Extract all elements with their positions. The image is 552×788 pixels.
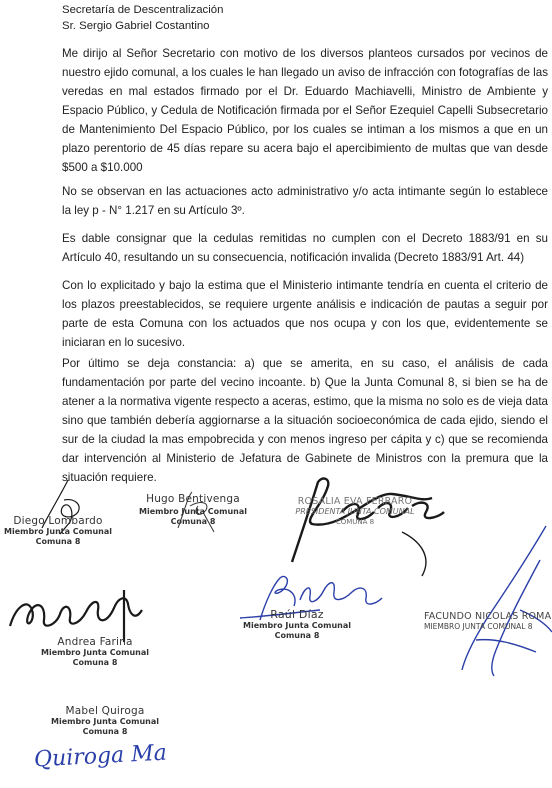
signer-role: Miembro Junta Comunal: [242, 621, 352, 630]
signer-name: Andrea Farina: [57, 636, 133, 648]
signature-block-ferraro: [270, 496, 440, 527]
paragraph-2: No se observan en las actuaciones acto administrativo y/o acta intimante según lo establece la ley p - N° 1.217 en su Artículo 3º.: [62, 185, 548, 217]
signer-name: Diego Lombardo: [13, 515, 103, 527]
paragraph-1: Me dirijo al Señor Secretario con motivo de los diversos planteos cursados por vecinos de nuestro ejido comunal, a los cuales le han llegado un aviso de infracción con fotografías de las veredas en mal estados firmado por el Dr. Eduardo Machiavelli, Ministro de Ambiente y Espacio Público, y Cedula de Notificación firmada por el Señor Ezequiel Capelli Subsecretario de Mantenimiento Del Espacio Público, por los cuales se intiman a los mismos a que en un plazo perentorio de 45 días repare su acera bajo el apercibimiento de multas que van desde $500 a $10.000: [62, 47, 548, 174]
signature-block-lombardo: [2, 515, 114, 547]
recipient-name: Sr. Sergio Gabriel Costantino: [62, 20, 210, 32]
signer-comuna: Comuna 8: [274, 631, 320, 640]
signer-role: Miembro Junta Comunal: [3, 527, 113, 536]
signer-role: Miembro Junta Comunal: [50, 717, 160, 726]
signer-comuna: Comuna 8: [35, 537, 81, 546]
signer-role: Miembro Junta Comunal: [40, 648, 150, 657]
signature-block-roma: [424, 611, 552, 632]
signer-comuna: Comuna 8: [82, 727, 128, 736]
signer-comuna: Comuna 8: [170, 517, 216, 526]
signer-comuna: COMUNA 8: [335, 518, 375, 526]
signature-block-bentivenga: [138, 493, 248, 527]
signer-name: ROSALIA EVA FERRARO: [297, 496, 413, 507]
paragraph-4: Con lo explicitado y bajo la estima que el Ministerio intimante tendría en cuenta el criterio de los plazos preestablecidos, se requiere urgente análisis e indicación de pautas a seguir por parte de esta Comuna con los actuados que nos ocupa y con los que, evidentemente se iniciaran en lo sucesivo.: [62, 279, 548, 349]
signature-block-diaz: [232, 608, 362, 641]
recipient-office: Secretaría de Descentralización: [62, 4, 224, 16]
signature-block-farina: [40, 636, 150, 668]
signer-name: Hugo Bentivenga: [146, 493, 240, 505]
paragraph-5: Por último se deja constancia: a) que se amerita, en su caso, el análisis de cada fundamentación por parte del vecino incoante. b) Que la Junta Comunal 8, si bien se ha de atener a la normativa vigente respecto a aceras, estimo, que la misma no solo es de vieja data sino que también debería aggiornarse a la situación socioeconómica de cada ejido, siendo el sur de la ciudad la mas empobrecida y con menos ingreso per cápita y c) que se recomienda dar intervención al Ministerio de Jefatura de Gabinete de Ministros con la premura que la situación requiere.: [62, 357, 548, 484]
signer-role: Miembro Junta Comunal: [138, 507, 248, 516]
signer-comuna: Comuna 8: [72, 658, 118, 667]
signature-block-quiroga: [50, 705, 160, 737]
signer-name: FACUNDO NICOLAS ROMA: [424, 611, 552, 622]
signer-role: MIEMBRO JUNTA COMUNAL 8: [424, 622, 533, 631]
signature-quiroga-handwritten: Quiroga Ma: [33, 740, 168, 773]
signer-name: Mabel Quiroga: [65, 705, 145, 717]
paragraph-3: Es dable consignar que la cedulas remitidas no cumplen con el Decreto 1883/91 en su Artículo 40, resultando un su consecuencia, notificación invalida (Decreto 1883/91 Art. 44): [62, 232, 548, 264]
letter-header: [62, 2, 223, 34]
signer-name: Raúl Díaz: [270, 608, 324, 621]
signer-role: PRESIDENTA JUNTA COMUNAL: [295, 507, 415, 516]
signature-roma-scribble: [416, 520, 552, 680]
